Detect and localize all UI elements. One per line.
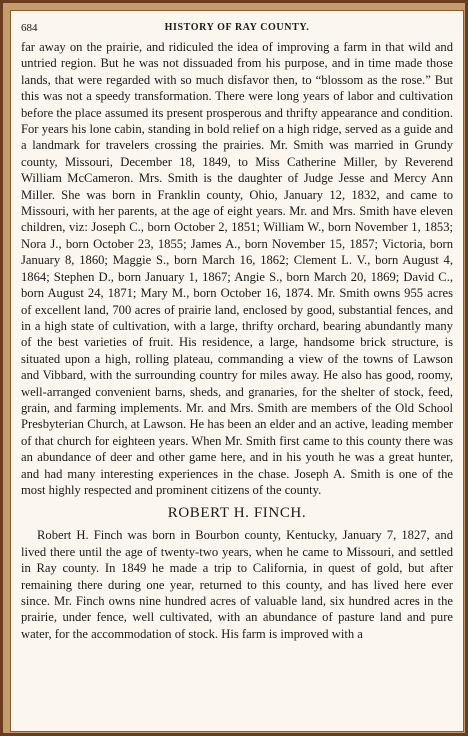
page-number: 684 <box>21 22 38 34</box>
section-title: ROBERT H. FINCH. <box>167 505 307 522</box>
book-page <box>10 10 464 732</box>
finch-biography-paragraph: Robert H. Finch was born in Bourbon county, Kentucky, January 7, 1827, and lived there until the age of twenty-two years, when he came to Missouri, and settled in Ray county. In 1849 he made a trip to California, in quest of gold, but after remaining there during one year, returned to this county, and has lived here ever since. Mr. Finch owns nine hundred acres of valuable land, six hundred acres in the prairie, under fence, well cultivated, with an abundance of pasture land and pure water, for the accommodation of stock. His farm is improved with a <box>21 528 453 641</box>
running-title: HISTORY OF RAY COUNTY. <box>164 22 310 33</box>
smith-biography-paragraph: far away on the prairie, and ridiculed the idea of improving a farm in that wild and untried region. But he was not dissuaded from his purpose, and in time made those lands, that were regarded with so much disfavor then, to “blossom as the rose.” But this was not a speedy transformation. There were long years of labor and cultivation before the place assumed its present prosperous and thrifty appearance and condition. For years his lone cabin, standing in bold relief on a high ridge, served as a guide and a landmark for travelers crossing the prairies. Mr. Smith was married in Grundy county, Missouri, December 18, 1849, to Miss Catherine Miller, by Reverend William McCameron. Mrs. Smith is the daughter of Judge Jesse and Mercy Ann Miller. She was born in Franklin county, Ohio, January 12, 1832, and came to Missouri, with her parents, at the age of eight years. Mr. and Mrs. Smith have eleven children, viz: Joseph C., born October 2, 1851; William W., born November 1, 1853; Nora J., born October 23, 1855; James A., born November 15, 1857; Victoria, born January 8, 1860; Maggie S., born March 16, 1862; Clement L. V., born August 4, 1864; Stephen D., born January 1, 1867; Angie S., born March 20, 1869; David C., born August 24, 1871; Mary M., born October 16, 1874. Mr. Smith owns 955 acres of excellent land, 700 acres of prairie land, enclosed by good, substantial fences, and in a high state of cultivation, with a large, thrifty orchard, bearing abundantly many of the best varieties of fruit. His residence, a large, handsome brick structure, is situated upon a high, rolling plateau, commanding a view of the towns of Lawson and Vibbard, with the surrounding country for miles away. He also has good, roomy, well-arranged convenient barns, sheds, and granaries, for the shelter of stock, feed, grain, and farming implements. Mr. and Mrs. Smith are members of the Old School Presbyterian Church, at Lawson. He has been an elder and an active, leading member of that church for eighteen years. When Mr. Smith first came to this county there was an abundance of deer and other game here, and in his youth he was a great hunter, and had many interesting experiences in the chase. Joseph A. Smith is one of the most highly respected and prominent citizens of the county. <box>21 40 453 497</box>
page-header <box>21 17 453 39</box>
